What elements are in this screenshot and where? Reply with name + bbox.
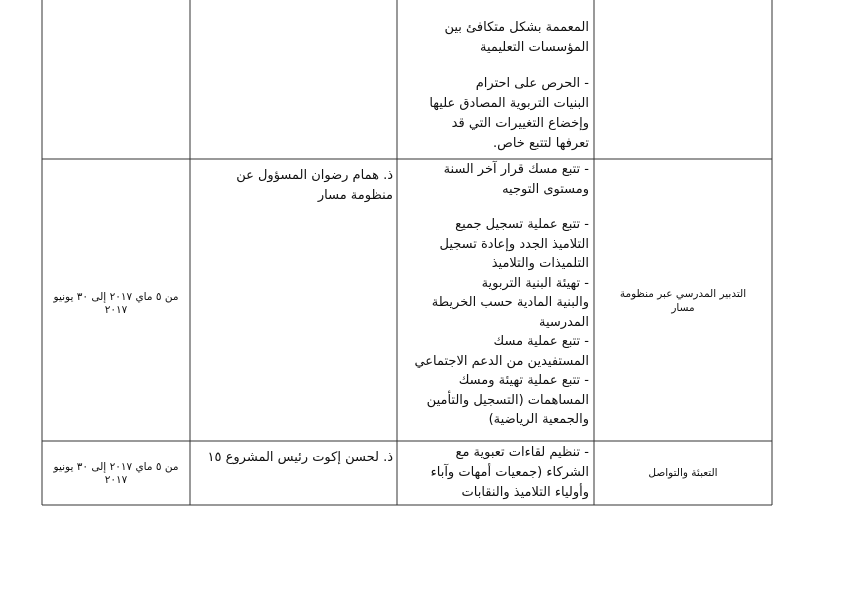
text-line: من ٥ ماي ٢٠١٧ إلى ٣٠ يونيو [53, 461, 179, 473]
text-line: التلميذات والتلاميذ [491, 256, 589, 271]
domain-cell [600, 287, 766, 315]
activities-cell [399, 443, 589, 503]
text-line: - تهيئة البنية التربوية [481, 275, 589, 291]
text-line: ومستوى التوجيه [502, 181, 589, 197]
text-line: المؤسسات التعليمية [479, 40, 589, 55]
text-line: - تنظيم لقاءات تعبوية مع [455, 445, 589, 460]
activities-cell [399, 18, 589, 154]
text-line: المستفيدين من الدعم الاجتماعي [414, 353, 589, 369]
text-line: التدبير المدرسي عبر منظومة [619, 288, 747, 300]
text-line: المعممة بشكل متكافئ بين [444, 20, 589, 35]
text-line: والجمعية الرياضية) [488, 412, 589, 427]
text-line: البنيات التربوية المصادق عليها [429, 96, 589, 111]
text-line: الشركاء (جمعيات أمهات وآباء [430, 465, 589, 480]
text-line: التعبئة والتواصل [648, 467, 718, 479]
text-line: منظومة مسار [317, 188, 393, 203]
text-line: - تتبع عملية مسك [493, 334, 589, 349]
text-line: المدرسية [539, 314, 589, 330]
text-line: تعرفها لتتبع خاص. [493, 136, 589, 151]
text-line: ذ. لحسن إكوت رئيس المشروع ١٥ [207, 450, 393, 465]
domain-cell [600, 466, 766, 480]
period-cell [46, 291, 186, 317]
text-line: - تتبع عملية تهيئة ومسك [458, 373, 589, 388]
text-line: وإخضاع التغييرات التي قد [451, 116, 589, 131]
responsible-cell [198, 166, 393, 206]
text-line: ٢٠١٧ [104, 304, 128, 316]
text-line: ذ. همام رضوان المسؤول عن [236, 168, 393, 183]
responsible-cell [198, 448, 393, 468]
activities-cell [399, 160, 589, 430]
text-line: والبنية المادية حسب الخريطة [431, 295, 589, 310]
text-line: - تتبع مسك قرار آخر السنة [443, 162, 589, 177]
text-line: وأولياء التلاميذ والنقابات [461, 485, 589, 500]
text-line: ٢٠١٧ [104, 474, 128, 486]
text-line: من ٥ ماي ٢٠١٧ إلى ٣٠ يونيو [53, 291, 179, 303]
text-line: - تتبع عملية تسجيل جميع [455, 217, 589, 232]
text-line: المساهمات (التسجيل والتأمين [426, 392, 589, 408]
text-line: - الحرص على احترام [475, 76, 589, 91]
text-line: مسار [671, 302, 695, 314]
text-line: التلاميذ الجدد وإعادة تسجيل [439, 236, 589, 252]
period-cell [46, 461, 186, 487]
